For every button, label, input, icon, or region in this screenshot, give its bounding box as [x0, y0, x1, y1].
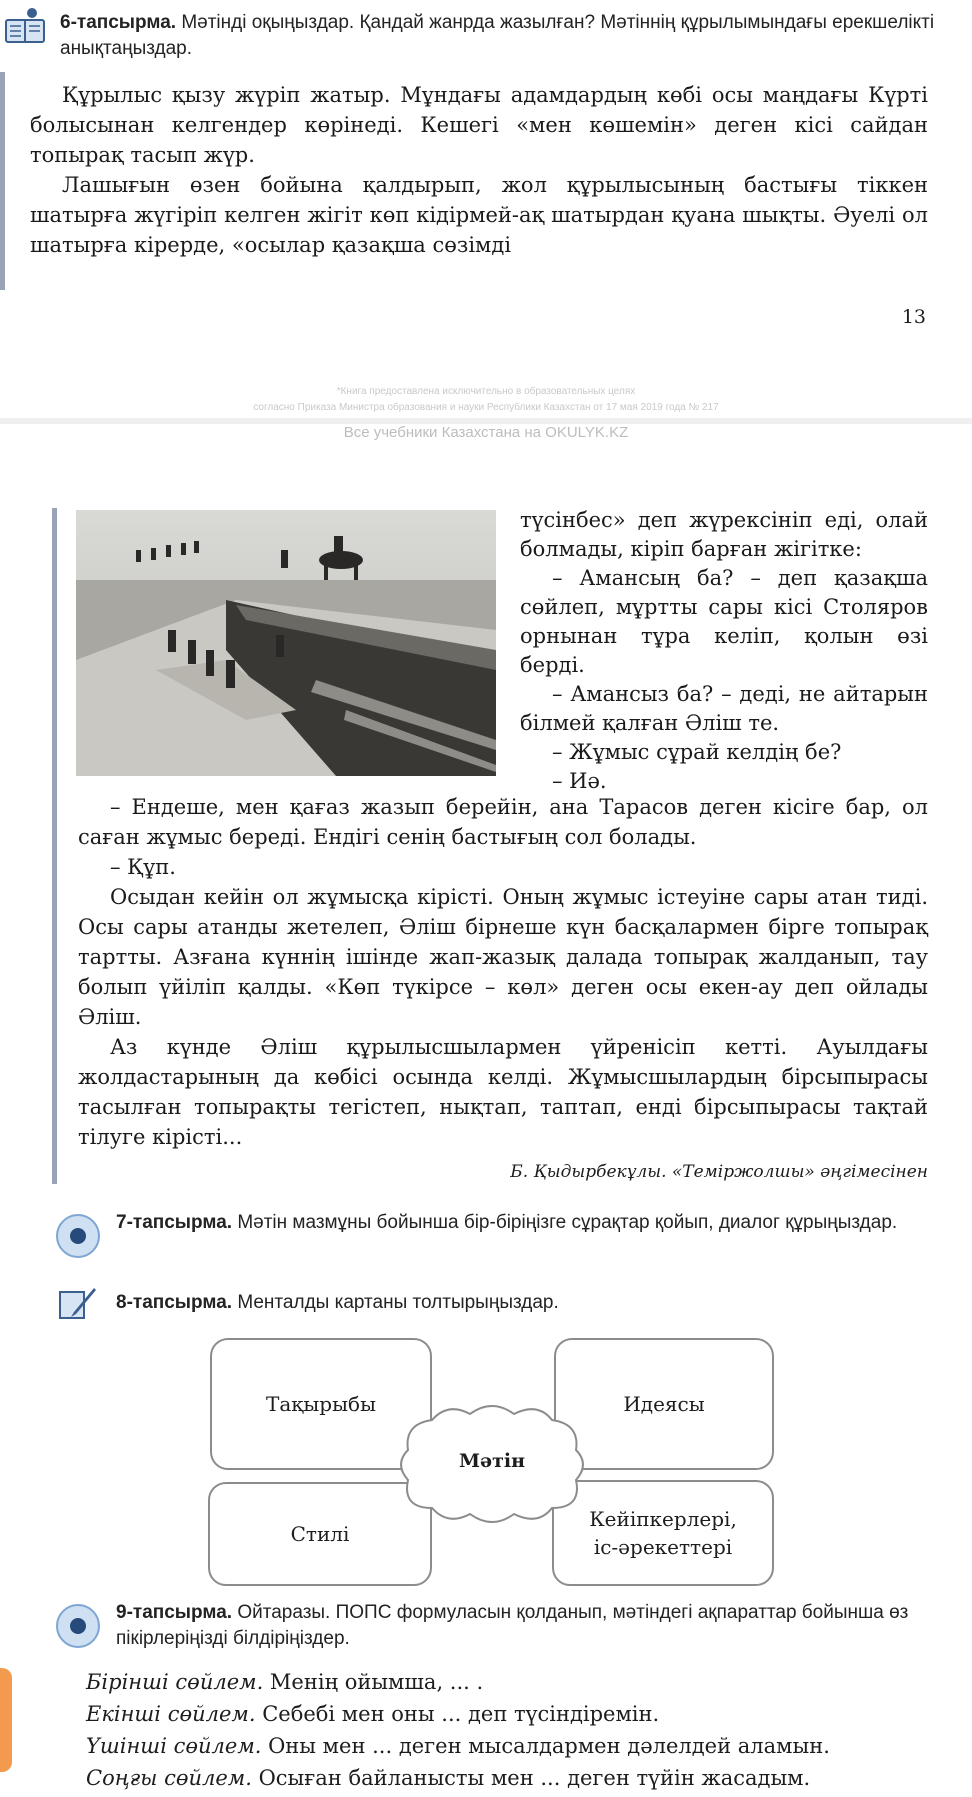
pops-text: Оны мен ... деген мысалдармен дәлелдей аламын.: [261, 1734, 830, 1758]
passage1-accent-bar: [0, 72, 5, 290]
source-attribution: Б. Қыдырбекұлы. «Теміржолшы» әңгімесінен: [510, 1162, 928, 1182]
pops-line: [86, 1730, 946, 1762]
passage1-paragraph: Құрылыс қызу жүріп жатыр. Мұндағы адамдардың көбі осы маңдағы Күрті болысынан келгендер көрінеді. Кешегі «мен көшемін» деген кісі сайдан топырақ тасып жүр.: [30, 83, 928, 167]
pops-text: Себебі мен оны ... деп түсіндіремін.: [255, 1702, 660, 1726]
side-tab: [0, 1668, 12, 1772]
passage2-side-line: – Иә.: [552, 769, 607, 793]
pops-text: Менің ойымша, ... .: [263, 1670, 484, 1694]
pen-paper-icon: [54, 1284, 98, 1324]
passage2-side-column: [520, 506, 928, 796]
task6-instruction: [60, 10, 940, 62]
pops-text: Осыған байланысты мен ... деген түйін жасадым.: [251, 1766, 811, 1790]
trench-construction-photo: [76, 510, 496, 776]
trench-photo-illustration: [76, 510, 496, 776]
mindmap-characters-line1: Кейіпкерлері,: [589, 1507, 737, 1531]
mindmap-style-box: Стилі: [208, 1482, 432, 1586]
task6-number: 6-тапсырма.: [60, 12, 177, 33]
task7-text: Мәтін мазмұны бойынша бір-біріңізге сұрақтар қойып, диалог құрыңыздар.: [232, 1212, 898, 1233]
task9-text: Ойтаразы. ПОПС формуласын қолданып, мәтіндегі ақпараттар бойынша өз пікірлеріңізді білдіріңіздер.: [116, 1602, 909, 1649]
writing-icon: [54, 1284, 98, 1324]
passage2-side-line: – Амансыз ба? – деді, не айтарын білмей қалған Әліш те.: [520, 682, 928, 735]
passage2-side-line: түсінбес» деп жүрексініп еді, олай болмады, кіріп барған жігітке:: [520, 508, 928, 561]
passage2-paragraph: – Ендеше, мен қағаз жазып берейін, ана Тарасов деген кісіге бар, ол саған жұмыс береді. Ендігі сенің бастығың сол болады.: [78, 795, 928, 849]
task8-number: 8-тапсырма.: [116, 1292, 233, 1313]
mindmap-characters-line2: іс-әрекеттері: [593, 1535, 733, 1559]
page-number: 13: [901, 306, 926, 328]
pops-line: [86, 1762, 946, 1794]
passage2-side-line: – Амансың ба? – деп қазақша сөйлеп, мұртты сары кісі Столяров орнынан тұра келіп, қолын өзі берді.: [520, 566, 928, 677]
book-reader-icon: [4, 6, 46, 46]
mindmap-idea-box: Идеясы: [554, 1338, 774, 1470]
passage2-accent-bar: [52, 508, 57, 1184]
passage2-paragraph: Осыдан кейін ол жұмысқа кірісті. Оның жұмыс істеуіне сары атан тиді. Осы сары атанды жетелеп, Әліш бірнеше күн басқалармен бірге топырақ тартты. Азғана күннің ішінде жап-жазық далада топырақ жалданып, тау болып үйіліп қалды. «Көп түкірсе – көл» деген осы екен-ау деп ойлады Әліш.: [78, 885, 928, 1029]
pops-formula-list: [86, 1666, 946, 1794]
pops-line: [86, 1666, 946, 1698]
watermark-line-2: согласно Приказа Министра образования и науки Республики Казахстан от 17 мая 2019 года № 217: [253, 402, 719, 413]
task7-number: 7-тапсырма.: [116, 1212, 233, 1233]
pops-label: Үшінші сөйлем.: [86, 1734, 262, 1758]
task9-instruction: [116, 1600, 928, 1652]
passage1: [30, 80, 928, 260]
watermark-line-1: *Книга предоставлена исключительно в образовательных целях: [336, 386, 636, 397]
pops-label: Бірінші сөйлем.: [86, 1670, 264, 1694]
passage2-side-line: – Жұмыс сұрай келдің бе?: [552, 740, 842, 764]
passage2-full-width: [78, 792, 928, 1152]
speaking-icon: [56, 1214, 100, 1258]
task6-icon: [4, 6, 46, 46]
speaking-icon: [56, 1604, 100, 1648]
passage1-paragraph: Лашығын өзен бойына қалдырып, жол құрылысының бастығы тіккен шатырға жүгіріп келген жігіт көп кідірмей-ақ шатырдан қуана шықты. Әуелі ол шатырға кірерде, «осылар қазақша сөзімді: [30, 173, 928, 257]
passage2-paragraph: Аз күнде Әліш құрылысшылармен үйренісіп кетті. Ауылдағы жолдастарының да көбісі осында келді. Жұмысшылардың бірсыпырасы тасылған топырақты тегістеп, нықтап, таптап, енді бірсыпырасы тақтай тілуге кірісті...: [78, 1035, 928, 1149]
pops-label: Соңғы сөйлем.: [86, 1766, 252, 1790]
passage2-paragraph: – Құп.: [110, 855, 176, 879]
task7-instruction: [116, 1210, 928, 1236]
pops-label: Екінші сөйлем.: [86, 1702, 256, 1726]
mindmap-topic-box: Тақырыбы: [210, 1338, 432, 1470]
watermark-link[interactable]: Все учебники Казахстана на OKULYK.KZ: [343, 424, 629, 441]
task9-number: 9-тапсырма.: [116, 1602, 233, 1623]
mindmap-center-label: Мәтін: [458, 1450, 526, 1472]
task6-text: Мәтінді оқыңыздар. Қандай жанрда жазылған? Мәтіннің құрылымындағы ерекшелікті анықтаңыздар.: [60, 12, 935, 59]
task8-text: Менталды картаны толтырыңыздар.: [232, 1292, 559, 1313]
pops-line: [86, 1698, 946, 1730]
task8-instruction: [116, 1290, 928, 1316]
